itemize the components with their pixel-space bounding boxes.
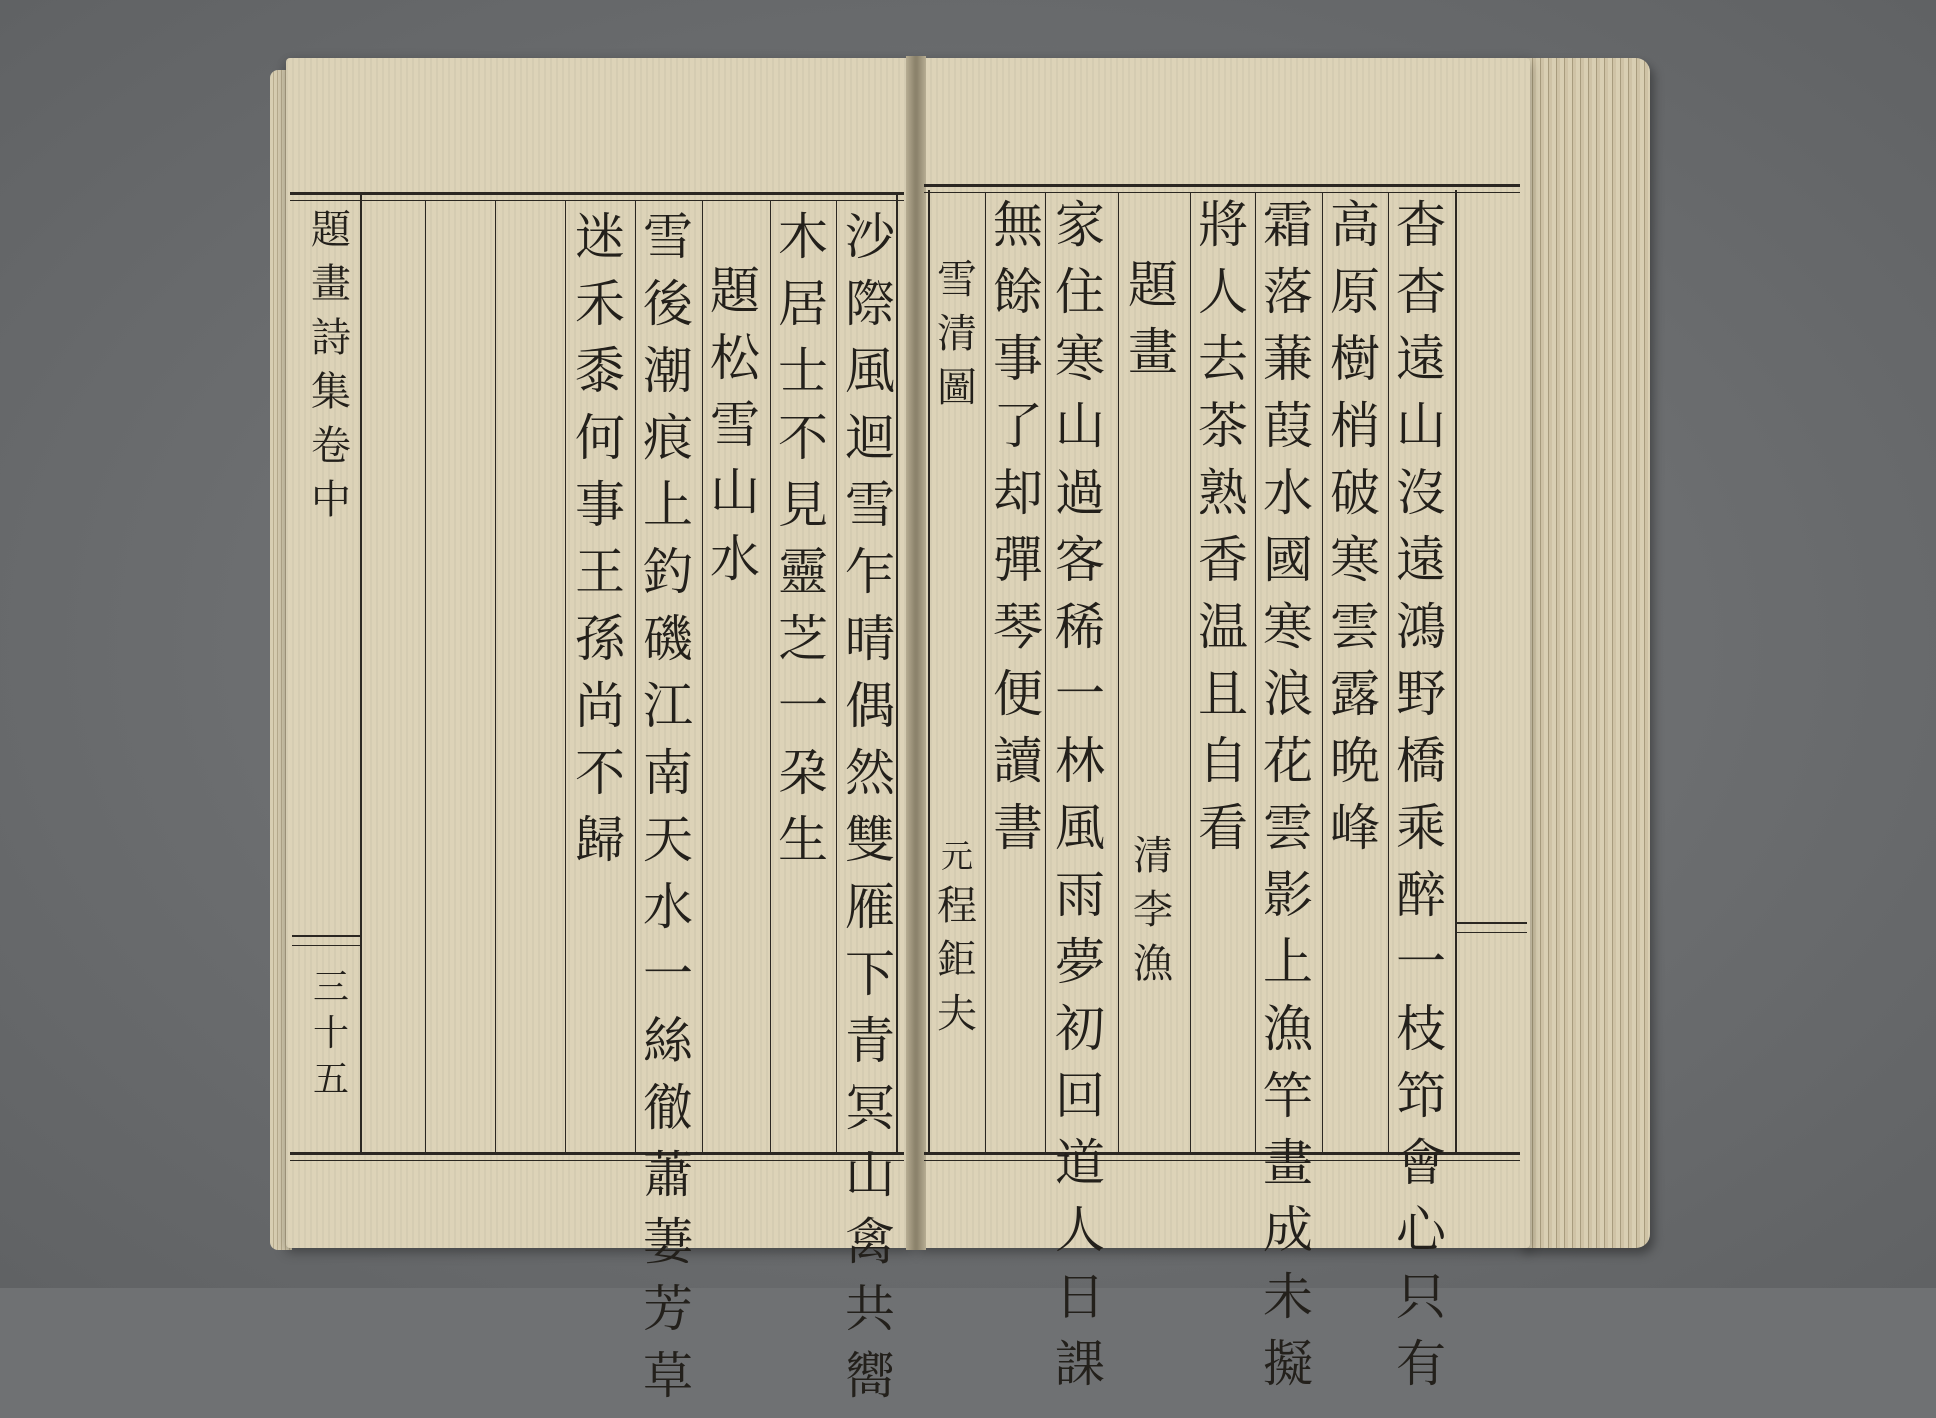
glyph: 上: [643, 476, 693, 534]
glyph: 道: [1055, 1134, 1105, 1192]
glyph: 沙: [845, 208, 895, 266]
glyph: 家: [1055, 196, 1105, 254]
text-column: [640, 208, 696, 1418]
glyph: 冥: [845, 1079, 895, 1137]
glyph: 蒹: [1263, 330, 1313, 388]
glyph: 青: [845, 1012, 895, 1070]
glyph: 歸: [575, 811, 625, 869]
glyph: 風: [1055, 799, 1105, 857]
glyph: 枝: [1396, 1000, 1446, 1058]
glyph: 破: [1330, 464, 1380, 522]
glyph: 元: [940, 837, 973, 875]
glyph: 一: [1055, 665, 1105, 723]
right-col-rule: [1322, 192, 1323, 1155]
glyph: 蕭: [643, 1146, 693, 1204]
glyph: 朶: [778, 744, 828, 802]
glyph: 生: [778, 811, 828, 869]
text-column: [1327, 196, 1383, 870]
text-column: [1260, 196, 1316, 1406]
right-col-rule: [1118, 192, 1119, 1155]
left-frame-bottom-rule-thin: [290, 1160, 904, 1161]
glyph: 寒: [1330, 531, 1380, 589]
glyph: 際: [845, 275, 895, 333]
glyph: 過: [1055, 464, 1105, 522]
glyph: 黍: [575, 342, 625, 400]
glyph: 原: [1330, 263, 1380, 321]
glyph: 回: [1055, 1067, 1105, 1125]
glyph: 不: [575, 744, 625, 802]
glyph: 上: [1263, 933, 1313, 991]
glyph: 住: [1055, 263, 1105, 321]
glyph: 成: [1263, 1201, 1313, 1259]
glyph: 迴: [845, 409, 895, 467]
author-name: [932, 883, 982, 1048]
glyph: 雪: [643, 208, 693, 266]
glyph: 竿: [1263, 1067, 1313, 1125]
glyph: 士: [778, 342, 828, 400]
left-frame-top-rule-thin: [290, 200, 904, 201]
glyph: 夫: [937, 991, 977, 1037]
glyph: 擬: [1263, 1335, 1313, 1393]
text-column: [1195, 196, 1251, 870]
glyph: 樹: [1330, 330, 1380, 388]
glyph: 靈: [778, 543, 828, 601]
glyph: 南: [643, 744, 693, 802]
glyph: 題: [1128, 256, 1178, 314]
glyph: 嚮: [845, 1347, 895, 1405]
glyph: 磯: [643, 610, 693, 668]
glyph: 李: [1133, 887, 1173, 933]
glyph: 乘: [1396, 799, 1446, 857]
left-col-rule: [565, 200, 566, 1155]
glyph: 然: [845, 744, 895, 802]
glyph: 迷: [575, 208, 625, 266]
glyph: 詩: [311, 315, 351, 361]
glyph: 杳: [1396, 196, 1446, 254]
book-gutter: [906, 56, 926, 1250]
glyph: 一: [1396, 933, 1446, 991]
glyph: 橋: [1396, 732, 1446, 790]
glyph: 梢: [1330, 397, 1380, 455]
glyph: 將: [1198, 196, 1248, 254]
glyph: 落: [1263, 263, 1313, 321]
glyph: 十: [312, 1013, 349, 1054]
glyph: 水: [1263, 464, 1313, 522]
dynasty-label: [935, 837, 979, 880]
glyph: 熟: [1198, 464, 1248, 522]
glyph: 程: [937, 883, 977, 929]
right-folio-rule: [1457, 922, 1527, 924]
glyph: 露: [1330, 665, 1380, 723]
text-column: [1393, 196, 1449, 1406]
glyph: 夢: [1055, 933, 1105, 991]
glyph: 自: [1198, 732, 1248, 790]
glyph: 山: [1055, 397, 1105, 455]
glyph: 徹: [643, 1079, 693, 1137]
glyph: 山: [1396, 397, 1446, 455]
glyph: 只: [1396, 1268, 1446, 1326]
glyph: 國: [1263, 531, 1313, 589]
text-column: [1052, 196, 1108, 1406]
glyph: 笻: [1396, 1067, 1446, 1125]
glyph: 萋: [643, 1213, 693, 1271]
glyph: 餘: [993, 263, 1043, 321]
glyph: 山: [710, 463, 760, 521]
glyph: 人: [1198, 263, 1248, 321]
glyph: 客: [1055, 531, 1105, 589]
glyph: 雪: [937, 257, 977, 303]
left-frame-top-rule: [290, 192, 904, 195]
left-col-rule: [495, 200, 496, 1155]
right-folio-rule-2: [1457, 932, 1527, 933]
glyph: 天: [643, 811, 693, 869]
left-col-rule: [425, 200, 426, 1155]
right-col-rule: [985, 192, 986, 1155]
glyph: 便: [993, 665, 1043, 723]
glyph: 鴻: [1396, 598, 1446, 656]
glyph: 香: [1198, 531, 1248, 589]
glyph: 課: [1055, 1335, 1105, 1393]
right-col-rule: [1190, 192, 1191, 1155]
glyph: 雁: [845, 878, 895, 936]
glyph: 杳: [1396, 263, 1446, 321]
glyph: 醉: [1396, 866, 1446, 924]
glyph: 水: [710, 530, 760, 588]
glyph: 事: [575, 476, 625, 534]
left-frame-bottom-rule: [290, 1152, 904, 1155]
right-col-rule: [1388, 192, 1389, 1155]
glyph: 漁: [1133, 941, 1173, 987]
glyph: 初: [1055, 1000, 1105, 1058]
glyph: 一: [778, 677, 828, 735]
text-column: [775, 208, 831, 882]
glyph: 有: [1396, 1335, 1446, 1393]
left-col-rule: [770, 200, 771, 1155]
text-column: [707, 262, 763, 601]
glyph: 下: [845, 945, 895, 1003]
glyph: 禾: [575, 275, 625, 333]
glyph: 了: [993, 397, 1043, 455]
glyph: 雲: [1263, 799, 1313, 857]
glyph: 清: [937, 311, 977, 357]
glyph: 日: [1055, 1268, 1105, 1326]
glyph: 痕: [643, 409, 693, 467]
glyph: 山: [845, 1146, 895, 1204]
page-folio: [306, 967, 356, 1108]
glyph: 潮: [643, 342, 693, 400]
glyph: 晩: [1330, 732, 1380, 790]
glyph: 王: [575, 543, 625, 601]
glyph: 野: [1396, 665, 1446, 723]
glyph: 圖: [937, 365, 977, 411]
glyph: 看: [1198, 799, 1248, 857]
left-col-rule: [836, 200, 837, 1155]
glyph: 後: [643, 275, 693, 333]
glyph: 芝: [778, 610, 828, 668]
glyph: 遠: [1396, 531, 1446, 589]
glyph: 五: [312, 1059, 349, 1100]
left-folio-rule: [292, 935, 360, 937]
glyph: 雙: [845, 811, 895, 869]
left-col-rule: [702, 200, 703, 1155]
glyph: 温: [1198, 598, 1248, 656]
glyph: 事: [993, 330, 1043, 388]
glyph: 彈: [993, 531, 1043, 589]
glyph: 居: [778, 275, 828, 333]
dynasty-label: [1128, 833, 1178, 890]
glyph: 見: [778, 476, 828, 534]
glyph: 雪: [845, 476, 895, 534]
glyph: 未: [1263, 1268, 1313, 1326]
glyph: 雨: [1055, 866, 1105, 924]
glyph: 芳: [643, 1280, 693, 1338]
poem-title: [1125, 256, 1181, 394]
glyph: 偶: [845, 677, 895, 735]
author-name: [1128, 887, 1178, 998]
glyph: 花: [1263, 732, 1313, 790]
right-frame-top-rule-thin: [924, 192, 1520, 193]
glyph: 題: [311, 207, 351, 253]
glyph: 水: [643, 878, 693, 936]
glyph: 浪: [1263, 665, 1313, 723]
glyph: 無: [993, 196, 1043, 254]
glyph: 草: [643, 1347, 693, 1405]
right-margin-column-rule: [1455, 190, 1457, 1155]
left-col-rule: [635, 200, 636, 1155]
glyph: 讀: [993, 732, 1043, 790]
glyph: 釣: [643, 543, 693, 601]
glyph: 松: [710, 329, 760, 387]
left-margin-column-rule: [360, 195, 362, 1155]
text-column: [990, 196, 1046, 870]
glyph: 共: [845, 1280, 895, 1338]
glyph: 會: [1396, 1134, 1446, 1192]
running-title: [306, 207, 356, 534]
glyph: 木: [778, 208, 828, 266]
glyph: 乍: [845, 543, 895, 601]
glyph: 寒: [1055, 330, 1105, 388]
glyph: 遠: [1396, 330, 1446, 388]
glyph: 人: [1055, 1201, 1105, 1259]
left-folio-rule-2: [292, 945, 360, 946]
glyph: 中: [311, 477, 351, 523]
glyph: 書: [993, 799, 1043, 857]
glyph: 却: [993, 464, 1043, 522]
glyph: 集: [311, 369, 351, 415]
poem-title: [932, 257, 982, 422]
glyph: 葭: [1263, 397, 1313, 455]
glyph: 畫: [1128, 323, 1178, 381]
right-frame-inner-left: [928, 190, 930, 1155]
text-column: [842, 208, 898, 1418]
glyph: 風: [845, 342, 895, 400]
glyph: 尚: [575, 677, 625, 735]
glyph: 影: [1263, 866, 1313, 924]
glyph: 畫: [1263, 1134, 1313, 1192]
glyph: 雲: [1330, 598, 1380, 656]
glyph: 去: [1198, 330, 1248, 388]
right-col-rule: [1255, 192, 1256, 1155]
glyph: 鉅: [937, 937, 977, 983]
glyph: 心: [1396, 1201, 1446, 1259]
glyph: 林: [1055, 732, 1105, 790]
glyph: 寒: [1263, 598, 1313, 656]
glyph: 峰: [1330, 799, 1380, 857]
right-page-stack-edges: [1520, 58, 1650, 1248]
right-frame-top-rule: [924, 184, 1520, 187]
glyph: 孫: [575, 610, 625, 668]
glyph: 絲: [643, 1012, 693, 1070]
glyph: 題: [710, 262, 760, 320]
glyph: 高: [1330, 196, 1380, 254]
glyph: 茶: [1198, 397, 1248, 455]
glyph: 沒: [1396, 464, 1446, 522]
glyph: 三: [312, 967, 349, 1008]
glyph: 禽: [845, 1213, 895, 1271]
glyph: 晴: [845, 610, 895, 668]
glyph: 不: [778, 409, 828, 467]
glyph: 雪: [710, 396, 760, 454]
text-column: [572, 208, 628, 882]
glyph: 卷: [311, 423, 351, 469]
glyph: 江: [643, 677, 693, 735]
glyph: 霜: [1263, 196, 1313, 254]
glyph: 且: [1198, 665, 1248, 723]
glyph: 稀: [1055, 598, 1105, 656]
glyph: 漁: [1263, 1000, 1313, 1058]
glyph: 清: [1133, 833, 1173, 879]
glyph: 畫: [311, 261, 351, 307]
glyph: 琴: [993, 598, 1043, 656]
glyph: 何: [575, 409, 625, 467]
glyph: 一: [643, 945, 693, 1003]
